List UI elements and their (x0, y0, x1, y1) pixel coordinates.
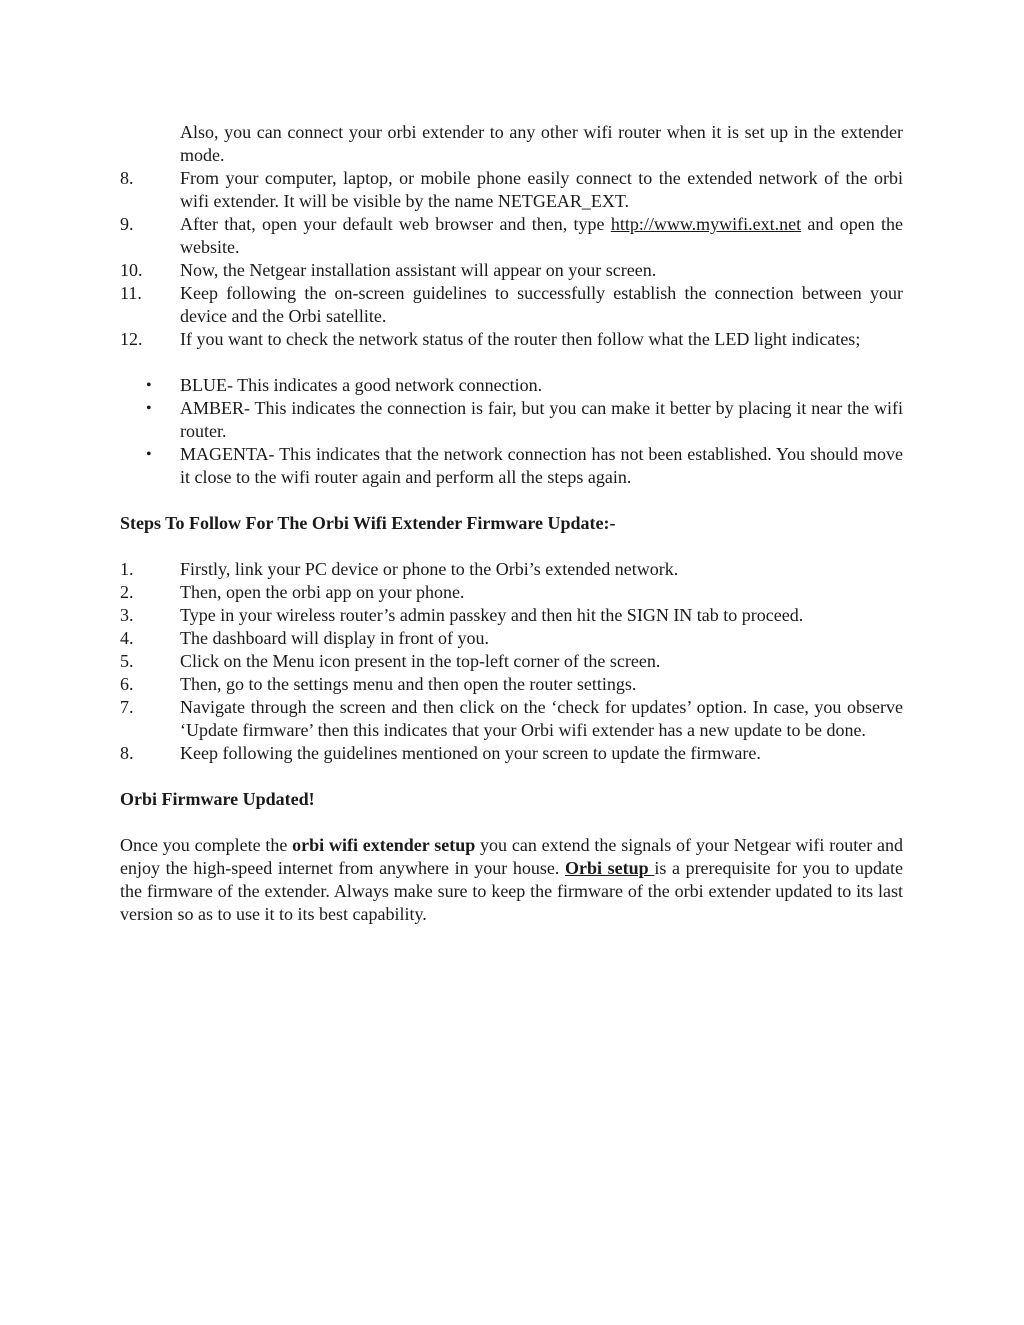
list-item (120, 167, 903, 213)
list-number: 8 . (120, 742, 172, 765)
list-item (120, 443, 903, 489)
list-item-text: AMBER- This indicates the connection is fair, but you can make it better by placing it near the wifi router. (180, 398, 903, 441)
list-number: 1 . (120, 558, 172, 581)
list-item-text: Then, go to the settings menu and then open the router settings. (180, 674, 637, 694)
led-status-list (120, 374, 903, 489)
bold-phrase: orbi wifi extender setup (292, 835, 476, 855)
list-item (120, 696, 903, 742)
list-item-text: Keep following the guidelines mentioned on your screen to update the firmware. (180, 743, 761, 763)
list-item (120, 604, 903, 627)
list-number: 3 . (120, 604, 172, 627)
list-item-text: Now, the Netgear installation assistant will appear on your screen. (180, 260, 657, 280)
list-item-text: Click on the Menu icon present in the top-left corner of the screen. (180, 651, 661, 671)
list-item (120, 581, 903, 604)
list-item-text: Navigate through the screen and then click on the ‘check for updates’ option. In case, you observe ‘Update firmware’ then this indicates that your Orbi wifi extender has a new update to be done. (180, 697, 903, 740)
list-item-text: Type in your wireless router’s admin passkey and then hit the SIGN IN tab to proceed. (180, 605, 804, 625)
document-page (120, 121, 903, 926)
firmware-updated-heading: Orbi Firmware Updated! (120, 789, 315, 809)
bullet-icon: • (146, 377, 152, 394)
intro-continuation: Also, you can connect your orbi extender to any other wifi router when it is set up in the extender mode. (180, 122, 903, 165)
paragraph-text: Once you complete the (120, 835, 293, 855)
list-item-text: MAGENTA- This indicates that the network connection has not been established. You should move it close to the wifi router again and perform all the steps again. (180, 444, 903, 487)
mywifi-link[interactable]: http://www.mywifi.ext.net (610, 214, 802, 234)
list-item-text: Firstly, link your PC device or phone to the Orbi’s extended network. (180, 559, 679, 579)
list-item (120, 673, 903, 696)
list-number: 10 . (120, 259, 172, 282)
list-item (120, 627, 903, 650)
paragraph-text: is a prerequisite for you to update the firmware of the extender. Always make sure to keep the firmware of the orbi extender updated to its last version so as to use it to its best capability. (120, 858, 904, 924)
list-item-text: If you want to check the network status of the router then follow what the LED light indicates; (180, 329, 861, 349)
list-item (120, 742, 903, 765)
paragraph-text: you can extend the signals of your Netgear wifi router and enjoy the high-speed internet from anywhere in your house. (120, 835, 903, 878)
firmware-steps-list (120, 558, 903, 765)
list-item-text: and open the website. (180, 214, 903, 257)
closing-paragraph (120, 834, 903, 926)
list-item-text: The dashboard will display in front of you. (180, 628, 489, 648)
bullet-icon: • (146, 400, 152, 417)
list-number: 6 . (120, 673, 172, 696)
list-number: 11 . (120, 282, 172, 305)
setup-steps-list (120, 167, 903, 351)
list-number: 4 . (120, 627, 172, 650)
list-number: 9 . (120, 213, 172, 236)
list-item (120, 558, 903, 581)
list-number: 7 . (120, 696, 172, 719)
list-item (120, 397, 903, 443)
orbi-setup-link[interactable]: Orbi setup (565, 858, 655, 878)
list-item (120, 650, 903, 673)
list-item-text: After that, open your default web browser and then, type (180, 214, 611, 234)
firmware-update-heading: Steps To Follow For The Orbi Wifi Extender Firmware Update:- (120, 513, 616, 533)
list-item-text: BLUE- This indicates a good network connection. (180, 375, 543, 395)
list-item-text: Keep following the on-screen guidelines to successfully establish the connection between your device and the Orbi satellite. (180, 283, 903, 326)
list-number: 8 . (120, 167, 172, 190)
list-item (120, 328, 903, 351)
list-item-text: From your computer, laptop, or mobile phone easily connect to the extended network of the orbi wifi extender. It will be visible by the name NETGEAR_EXT. (180, 168, 903, 211)
list-number: 5 . (120, 650, 172, 673)
list-item (120, 282, 903, 328)
list-item (120, 374, 903, 397)
list-item (120, 259, 903, 282)
list-item-text: Then, open the orbi app on your phone. (180, 582, 465, 602)
list-number: 12 . (120, 328, 172, 351)
bullet-icon: • (146, 446, 152, 463)
list-item (120, 213, 903, 259)
list-number: 2 . (120, 581, 172, 604)
